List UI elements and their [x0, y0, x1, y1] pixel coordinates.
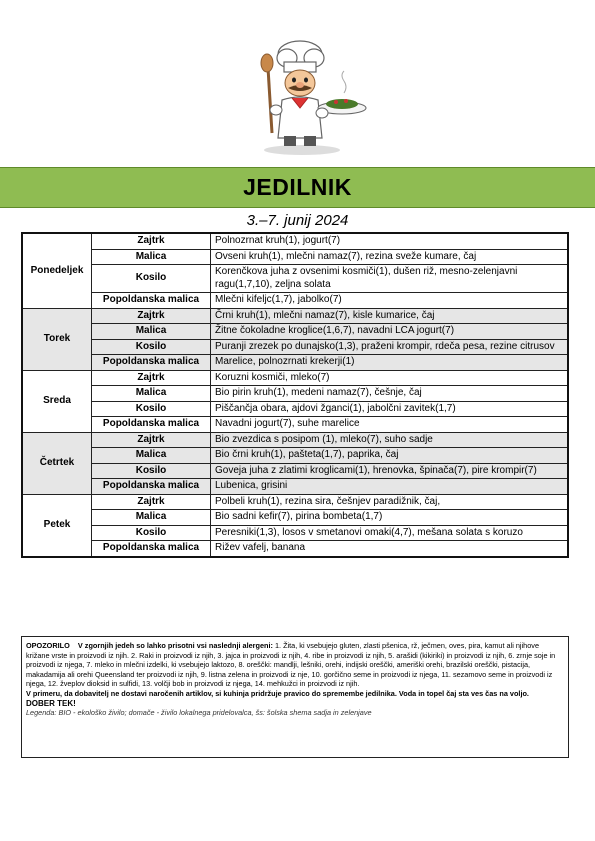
table-row — [22, 417, 568, 433]
bon-appetit: DOBER TEK! — [26, 698, 76, 708]
meal-label: Popoldanska malica — [92, 417, 211, 433]
meal-label: Kosilo — [92, 339, 211, 355]
meal-label: Popoldanska malica — [92, 541, 211, 557]
table-row — [22, 265, 568, 293]
meal-menu: Mlečni kifeljc(1,7), jabolko(7) — [211, 293, 569, 309]
meal-label: Popoldanska malica — [92, 293, 211, 309]
legend-text: Legenda: BIO - ekološko živilo; domače - živilo lokalnega pridelovalca, šs: šolska shema sadja in zelenjave — [26, 708, 372, 718]
meal-menu: Koruzni kosmiči, mleko(7) — [211, 370, 569, 386]
table-row — [22, 293, 568, 309]
table-row — [22, 370, 568, 386]
table-row — [22, 541, 568, 557]
table-row — [22, 510, 568, 526]
day-name: Sreda — [22, 370, 92, 432]
menu-table — [21, 232, 569, 558]
table-row — [22, 494, 568, 510]
meal-label: Kosilo — [92, 525, 211, 541]
table-row — [22, 479, 568, 495]
table-row — [22, 448, 568, 464]
meal-label: Malica — [92, 324, 211, 340]
table-row — [22, 249, 568, 265]
meal-menu: Goveja juha z zlatimi kroglicami(1), hrenovka, špinača(7), pire krompir(7) — [211, 463, 569, 479]
table-row — [22, 401, 568, 417]
day-name: Torek — [22, 308, 92, 370]
table-row — [22, 324, 568, 340]
day-name: Petek — [22, 494, 92, 557]
meal-menu: Marelice, polnozrnati krekerji(1) — [211, 355, 569, 371]
menu-date: 3.–7. junij 2024 — [246, 212, 349, 229]
meal-label: Popoldanska malica — [92, 355, 211, 371]
meal-label: Zajtrk — [92, 494, 211, 510]
warning-label: OPOZORILO — [26, 641, 70, 650]
meal-label: Malica — [92, 249, 211, 265]
meal-label: Malica — [92, 510, 211, 526]
meal-label: Zajtrk — [92, 233, 211, 249]
meal-menu: Puranji zrezek po dunajsko(1,3), praženi krompir, rdeča pesa, rezine citrusov — [211, 339, 569, 355]
day-name: Ponedeljek — [22, 233, 92, 308]
meal-menu: Bio sadni kefir(7), pirina bombeta(1,7) — [211, 510, 569, 526]
meal-label: Malica — [92, 448, 211, 464]
meal-label: Kosilo — [92, 401, 211, 417]
allergen-list: 1. Žita, ki vsebujejo gluten, zlasti pšenica, rž, ječmen, oves, pira, kamut ali njihove križane vrste in proizvodi iz njih. 2. Raki in proizvodi iz njih, 3. jajca in proizvodi iz njih, 4. ribe in proizvodi iz njih, 5. arašidi (kikiriki) in proizvodi iz njih, 6. zrnje soje in proizvodi iz njega, 7. mleko in mlečni izdelki, ki vsebujejo laktozo, 8. oreščki: mandlji, lešniki, orehi, indijski oreščki, ameriški orehi, brazilski oreščki, pistacija, makadamija ali orehi Queensland ter proizvodi iz njih, 9. listna zelena in proizvodi iz nje, 10. gorčično seme in proizvodi iz njega, 11. sezamovo seme in proizvodi iz njega, 12. žveplov dioksid in sulfidi, 13. volčji bob in proizvodi iz njega, 14. mehkužci in proizvodi iz njih. — [26, 641, 556, 689]
meal-menu: Lubenica, grisini — [211, 479, 569, 495]
table-row — [22, 308, 568, 324]
meal-label: Zajtrk — [92, 370, 211, 386]
meal-menu: Polnozrnat kruh(1), jogurt(7) — [211, 233, 569, 249]
meal-menu: Bio pirin kruh(1), medeni namaz(7), češnje, čaj — [211, 386, 569, 402]
meal-menu: Rižev vafelj, banana — [211, 541, 569, 557]
meal-label: Popoldanska malica — [92, 479, 211, 495]
meal-menu: Peresniki(1,3), losos v smetanovi omaki(4,7), mešana solata s koruzo — [211, 525, 569, 541]
meal-menu: Korenčkova juha z ovsenimi kosmiči(1), dušen riž, mesno-zelenjavni ragu(1,7,10), zeljna solata — [211, 265, 569, 293]
table-row — [22, 525, 568, 541]
meal-menu: Ovseni kruh(1), mlečni namaz(7), rezina sveže kumare, čaj — [211, 249, 569, 265]
meal-label: Zajtrk — [92, 432, 211, 448]
meal-menu: Piščančja obara, ajdovi žganci(1), jabolčni zavitek(1,7) — [211, 401, 569, 417]
meal-menu: Polbeli kruh(1), rezina sira, češnjev paradižnik, čaj, — [211, 494, 569, 510]
meal-menu: Navadni jogurt(7), suhe marelice — [211, 417, 569, 433]
page-title: JEDILNIK — [243, 174, 352, 200]
meal-label: Kosilo — [92, 463, 211, 479]
supplier-note: V primeru, da dobavitelj ne dostavi naročenih artiklov, si kuhinja pridržuje pravico do spremembe jedilnika. Voda in topel čaj sta ves čas na voljo. — [26, 688, 529, 698]
warning-text: V zgornjih jedeh so lahko prisotni vsi naslednji alergeni: — [77, 641, 273, 650]
meal-label: Malica — [92, 386, 211, 402]
table-row — [22, 339, 568, 355]
day-name: Četrtek — [22, 432, 92, 494]
title-band — [0, 167, 595, 208]
chef-illustration — [232, 38, 372, 156]
meal-menu: Bio zvezdica s posipom (1), mleko(7), suho sadje — [211, 432, 569, 448]
meal-menu: Črni kruh(1), mlečni namaz(7), kisle kumarice, čaj — [211, 308, 569, 324]
allergen-notes — [21, 636, 569, 758]
table-row — [22, 463, 568, 479]
table-row — [22, 355, 568, 371]
meal-label: Kosilo — [92, 265, 211, 293]
table-row — [22, 233, 568, 249]
table-row — [22, 432, 568, 448]
meal-label: Zajtrk — [92, 308, 211, 324]
meal-menu: Bio črni kruh(1), pašteta(1,7), paprika, čaj — [211, 448, 569, 464]
meal-menu: Žitne čokoladne kroglice(1,6,7), navadni LCA jogurt(7) — [211, 324, 569, 340]
table-row — [22, 386, 568, 402]
